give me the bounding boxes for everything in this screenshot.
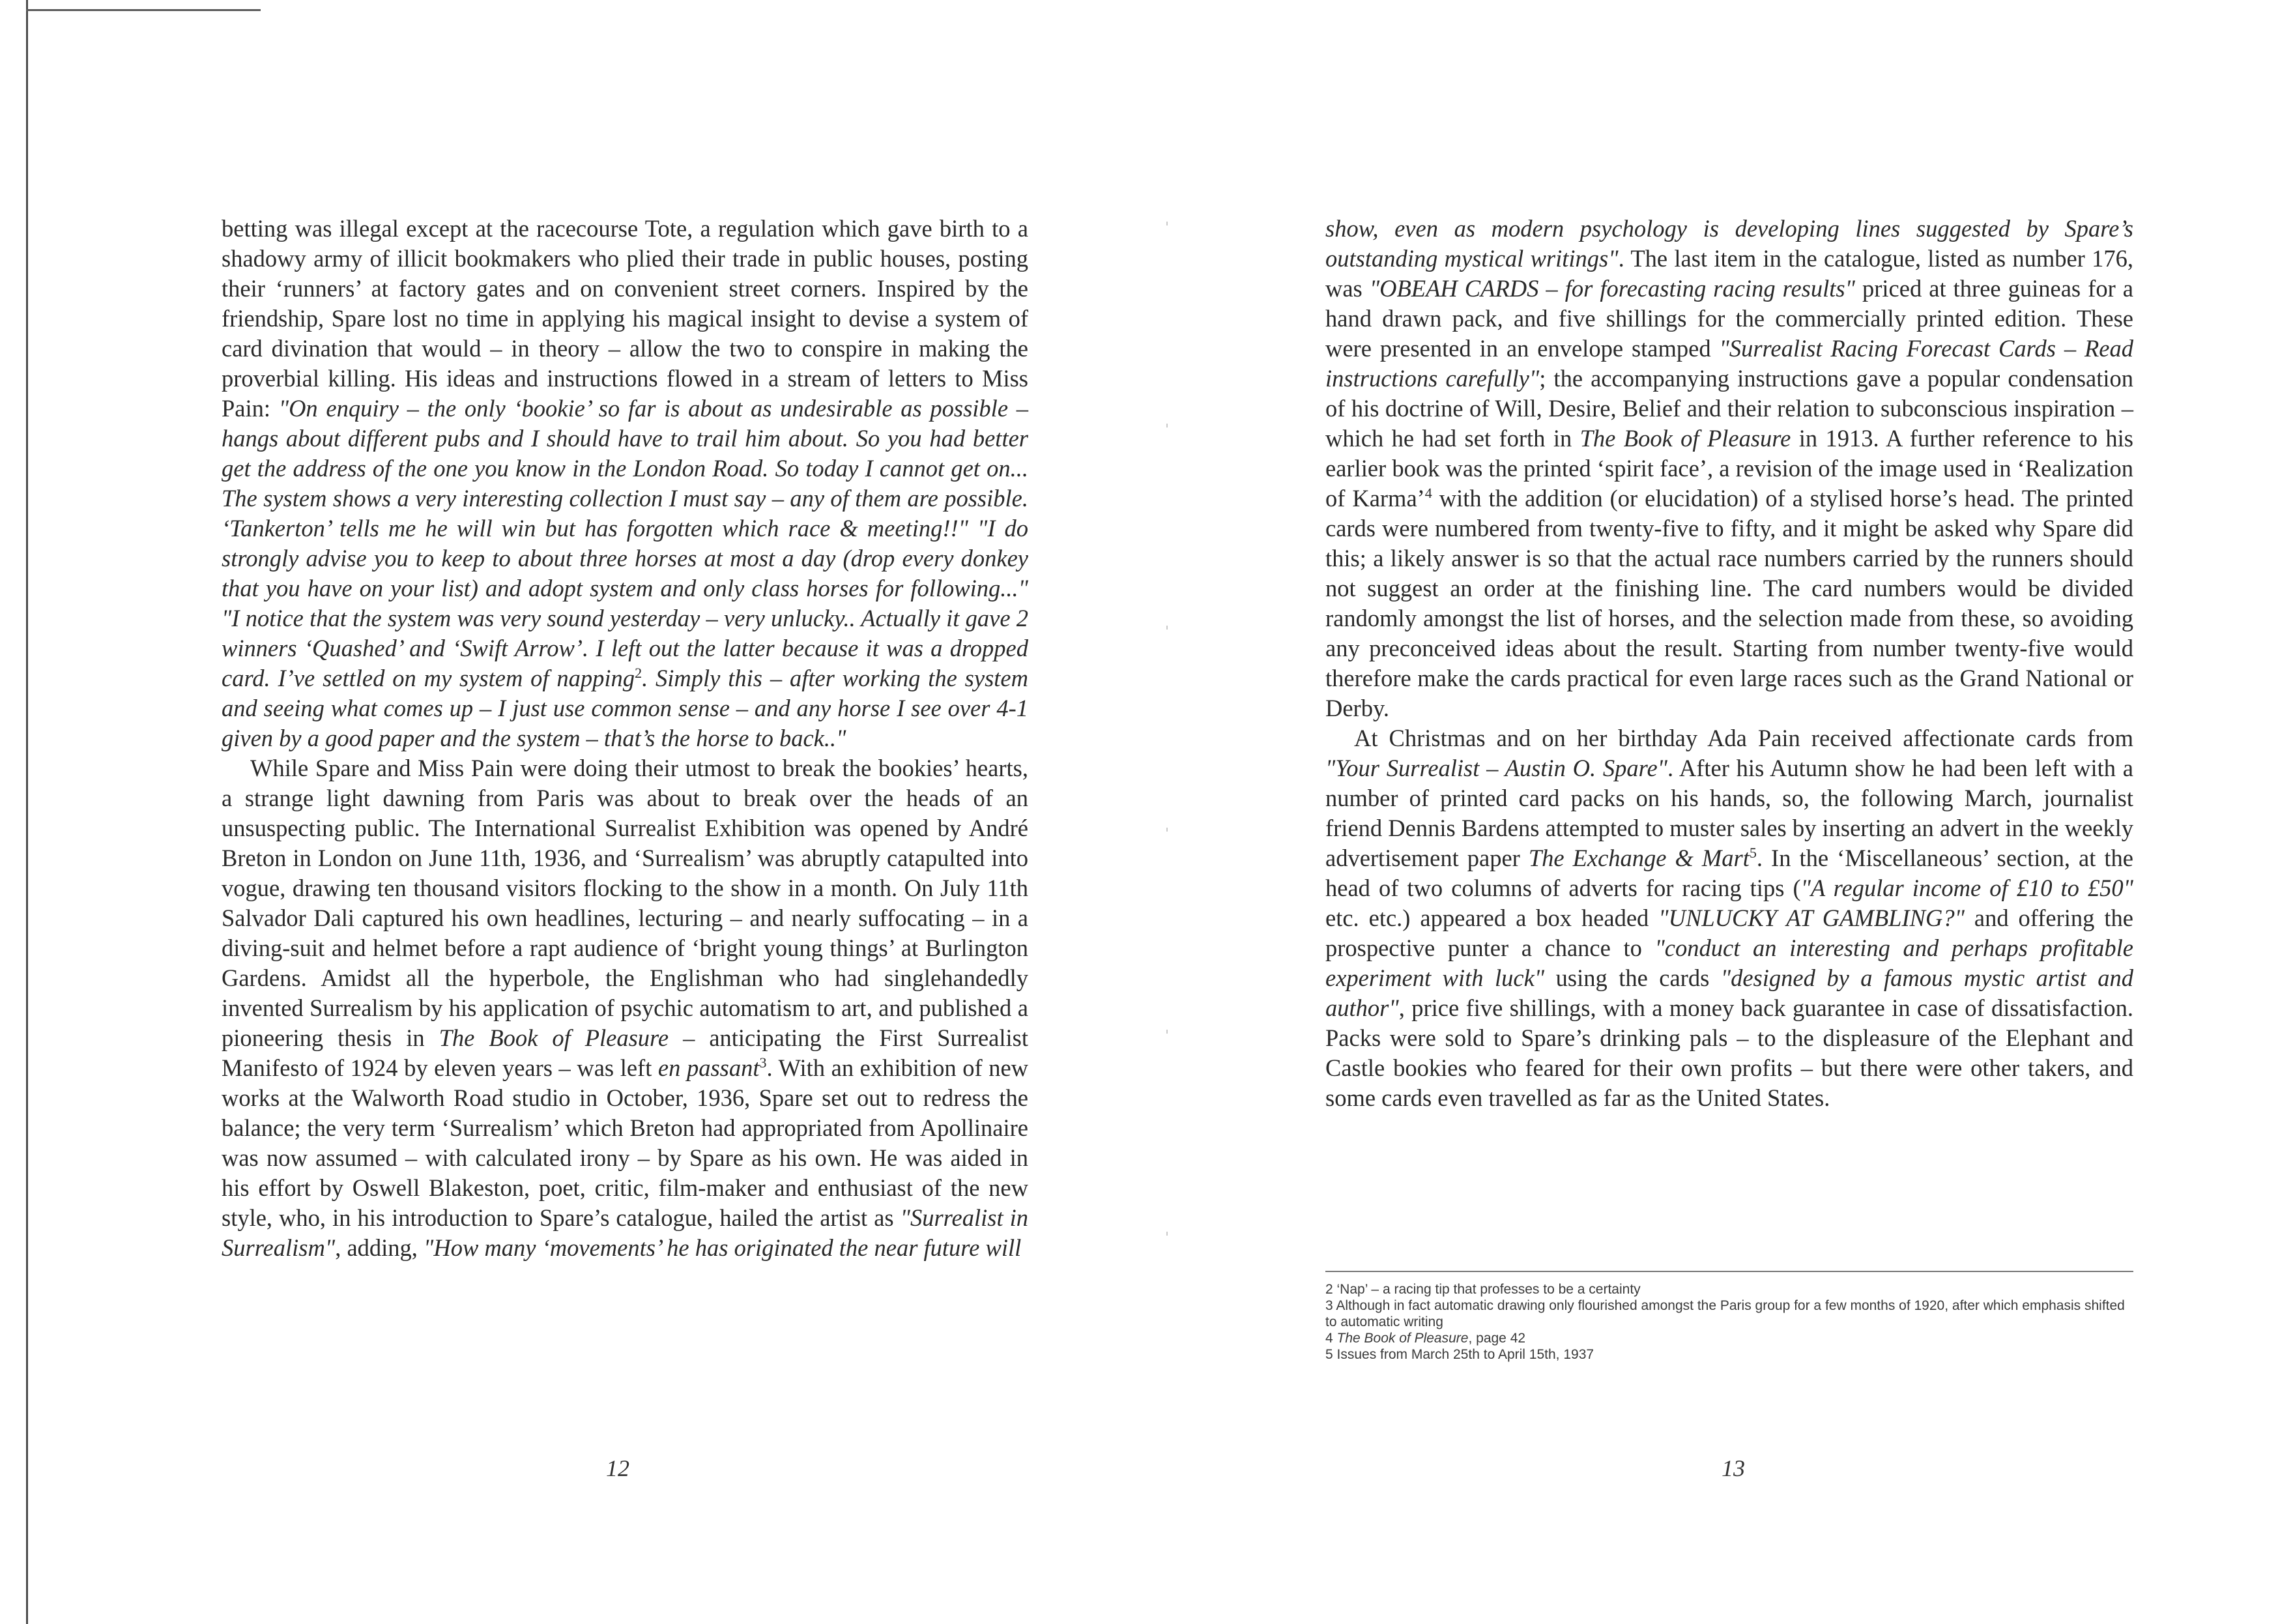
text-run: 5 Issues from March 25th to April 15th, 1937: [1325, 1347, 1594, 1362]
right-page-body: [1325, 214, 2133, 1113]
text-run: 2 ‘Nap’ – a racing tip that professes to be a certainty: [1325, 1282, 1641, 1297]
footnote-4: [1325, 1330, 2133, 1346]
left-paragraph-2: [222, 753, 1028, 1263]
text-run: , adding,: [335, 1234, 424, 1261]
text-run: While Spare and Miss Pain were doing their utmost to break the bookies’ hearts, a strange light dawning from Paris was about to break over the heads of an unsuspecting public. The International Surrealist Exhibition was opened by André Breton in London on June 11th, 1936, and ‘Surrealism’ was abruptly catapulted into vogue, drawing ten thousand visitors flocking to the show in a month. On July 11th Salvador Dali captured his own headlines, lecturing – and nearly suffocating – in a diving-suit and helmet before a rapt audience of ‘bright young things’ at Burlington Gardens. Amidst all the hyperbole, the Englishman who had singlehandedly invented Surrealism by his application of psychic automatism to art, and published a pioneering thesis in: [222, 755, 1028, 1051]
footnotes: [1325, 1281, 2133, 1363]
text-run: . In the ‘Miscellaneous’ section, at the head of two columns of adverts for racing tips (: [1325, 845, 2133, 901]
binding-edge: [26, 0, 28, 1624]
footnote-2: [1325, 1281, 2133, 1298]
page-number-left: 12: [606, 1455, 629, 1481]
page-number-right: 13: [1722, 1455, 1745, 1481]
footnote-3: [1325, 1298, 2133, 1330]
italic-run: The Exchange & Mart: [1528, 845, 1750, 871]
text-run: 3 Although in fact automatic drawing only flourished amongst the Paris group for a few months of 1920, after which emphasis shifted to automatic writing: [1325, 1298, 2125, 1329]
italic-run: "Surrealist Racing Forecast Cards – Read instructions carefully": [1325, 335, 2133, 392]
italic-run: The Book of Pleasure: [439, 1024, 669, 1051]
left-page-body: [222, 214, 1028, 1263]
text-run: in 1913. A further reference to his earlier book was the printed ‘spirit face’, a revision of the image used in ‘Realization of Karma’: [1325, 425, 2133, 512]
footnote-rule: [1325, 1271, 2133, 1272]
footnote-ref: 3: [759, 1054, 767, 1071]
italic-run: show, even as modern psychology is developing lines suggested by Spare’s outstanding mystical writings": [1325, 215, 2133, 272]
text-run: . The last item in the catalogue, listed as number 176, was: [1325, 245, 2133, 302]
italic-run: "UNLUCKY AT GAMBLING?": [1658, 905, 1965, 931]
right-paragraph-1: [1325, 214, 2133, 723]
text-run: . After his Autumn show he had been left with a number of printed card packs on his hands, so, the following March, journalist friend Dennis Bardens attempted to muster sales by inserting an advert in the weekly advertisement paper: [1325, 755, 2133, 871]
italic-run: "conduct an interesting and perhaps profitable experiment with luck": [1325, 935, 2133, 991]
italic-run: "How many ‘movements’ he has originated the near future will: [424, 1234, 1022, 1261]
text-run: At Christmas and on her birthday Ada Pain received affectionate cards from: [1354, 725, 2133, 751]
italic-run: "Surrealist in Surrealism": [222, 1204, 1028, 1261]
text-run: ; the accompanying instructions gave a popular condensation of his doctrine of Will, Desire, Belief and their relation to subconscious inspiration – which he had set forth in: [1325, 365, 2134, 452]
footnote-ref: 4: [1424, 484, 1432, 501]
italic-run: "A regular income of £10 to £50": [1800, 875, 2133, 901]
italic-run: "Your Surrealist – Austin O. Spare": [1325, 755, 1667, 781]
italic-run: . Simply this – after working the system and seeing what comes up – I just use common sense – and any horse I see over 4-1 given by a good paper and the system – that’s the horse to back..": [222, 665, 1028, 751]
italic-run: The Book of Pleasure: [1579, 425, 1791, 452]
text-run: etc. etc.) appeared a box headed: [1325, 905, 1659, 931]
footnote-5: [1325, 1346, 2133, 1363]
italic-run: "designed by a famous mystic artist and author": [1325, 964, 2133, 1021]
gutter-marks: [1166, 130, 1168, 1369]
text-run: betting was illegal except at the racecourse Tote, a regulation which gave birth to a shadowy army of illicit bookmakers who plied their trade in public houses, posting their ‘runners’ at factory gates and on convenient street corners. Inspired by the friendship, Spare lost no time in applying his magical insight to devise a system of card divination that would – in theory – allow the two to conspire in making the proverbial killing. His ideas and instructions flowed in a stream of letters to Miss Pain:: [222, 215, 1028, 422]
left-paragraph-1: [222, 214, 1028, 753]
text-run: with the addition (or elucidation) of a stylised horse’s head. The printed cards were numbered from twenty-five to fifty, and it might be asked why Spare did this; a likely answer is so that the actual race numbers carried by the runners should not suggest an order at the finishing line. The card numbers would be divided randomly amongst the list of horses, and the selection made from these, so avoiding any preconceived ideas about the result. Starting from number twenty-five would therefore make the cards practical for even large races such as the Grand National or Derby.: [1325, 485, 2133, 721]
text-run: , page 42: [1468, 1331, 1526, 1346]
footnote-ref: 2: [635, 664, 642, 681]
page-edge-top: [26, 9, 261, 11]
text-run: 4: [1325, 1331, 1337, 1346]
right-paragraph-2: [1325, 723, 2133, 1113]
text-run: and offering the prospective punter a chance to: [1325, 905, 2133, 961]
text-run: – anticipating the First Surrealist Manifesto of 1924 by eleven years – was left: [222, 1024, 1029, 1081]
text-run: priced at three guineas for a hand drawn pack, and five shillings for the commercially printed edition. These were presented in an envelope stamped: [1325, 275, 2133, 362]
italic-run: "On enquiry – the only ‘bookie’ so far is about as undesirable as possible – hangs about different pubs and I should have to trail him about. So you had better get the address of the one you know in the London Road. So today I cannot get on... The system shows a very interesting collection I must say – any of them are possible. ‘Tankerton’ tells me he will win but has forgotten which race & meeting!!" "I do strongly advise you to keep to about three horses at most a day (drop every donkey that you have on your list) and adopt system and only class horses for following..." "I notice that the system was very sound yesterday – very unlucky.. Actually it gave 2 winners ‘Quashed’ and ‘Swift Arrow’. I left out the latter because it was a dropped card. I’ve settled on my system of napping: [222, 395, 1028, 691]
text-run: using the cards: [1544, 964, 1721, 991]
text-run: . With an exhibition of new works at the Walworth Road studio in October, 1936, Spare set out to redress the balance; the very term ‘Surrealism’ which Breton had appropriated from Apollinaire was now assumed – with calculated irony – by Spare as his own. He was aided in his effort by Oswell Blakeston, poet, critic, film-maker and enthusiast of the new style, who, in his introduction to Spare’s catalogue, hailed the artist as: [222, 1054, 1029, 1231]
text-run: , price five shillings, with a money back guarantee in case of dissatisfaction. Packs were sold to Spare’s drinking pals – to the displeasure of the Elephant and Castle bookies who feared for their own profits – but there were other takers, and some cards even travelled as far as the United States.: [1325, 994, 2133, 1111]
italic-run: en passant: [657, 1054, 760, 1081]
italic-run: "OBEAH CARDS – for forecasting racing results": [1369, 275, 1855, 302]
italic-run: The Book of Pleasure: [1336, 1331, 1469, 1346]
footnote-ref: 5: [1749, 844, 1757, 861]
